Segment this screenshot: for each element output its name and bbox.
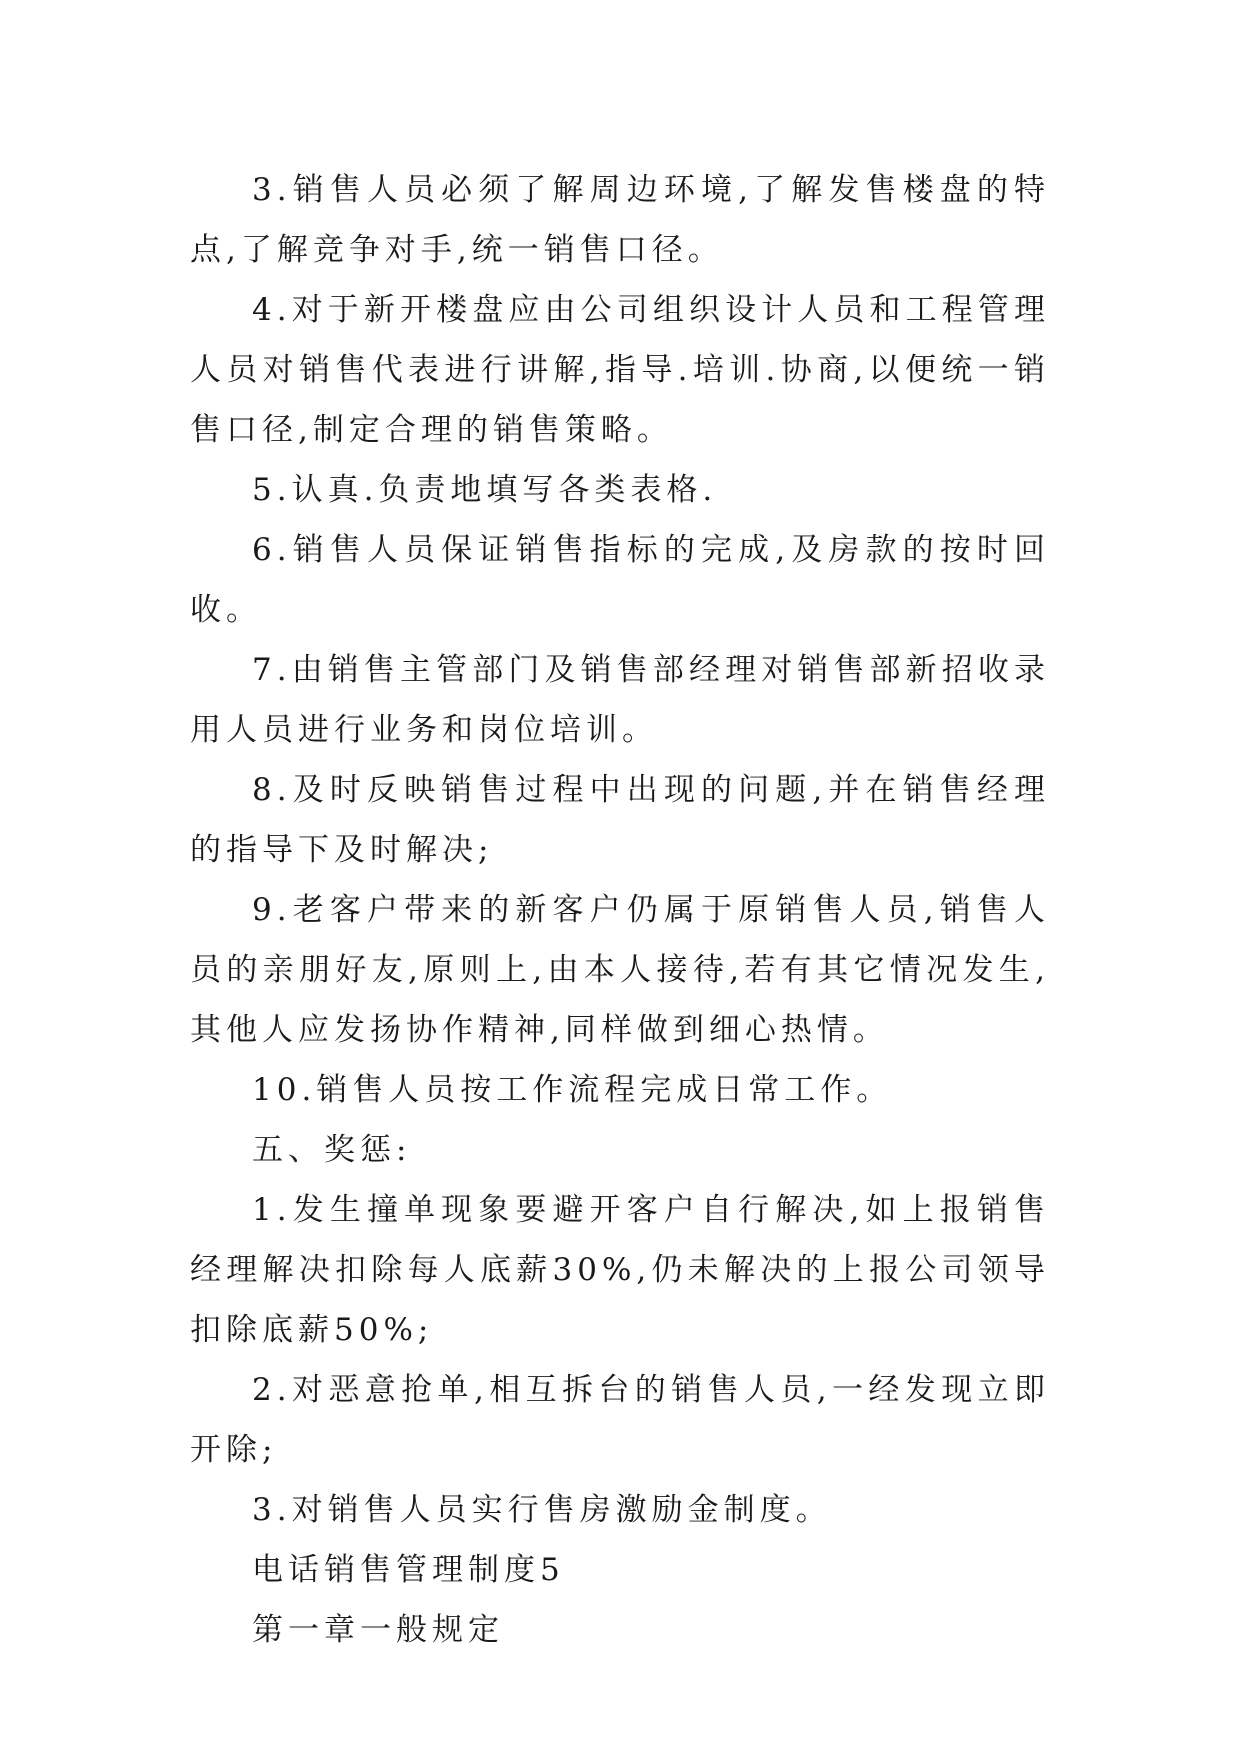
section-heading-rewards: 五、奖惩: (252, 1132, 412, 1168)
chapter-heading: 第一章一般规定 (252, 1612, 504, 1648)
document-body (190, 160, 1050, 1660)
section-title: 电话销售管理制度5 (252, 1552, 565, 1588)
reward-item-3: 3.对销售人员实行售房激励金制度。 (252, 1492, 832, 1528)
paragraph-item-9: 9.老客户带来的新客户仍属于原销售人员,销售人员的亲朋好友,原则上,由本人接待,若有其它情况发生,其他人应发扬协作精神,同样做到细心热情。 (190, 892, 1050, 1048)
paragraph-item-5: 5.认真.负责地填写各类表格. (252, 472, 718, 508)
paragraph-item-4: 4.对于新开楼盘应由公司组织设计人员和工程管理人员对销售代表进行讲解,指导.培训.协商,以便统一销售口径,制定合理的销售策略。 (190, 292, 1050, 448)
paragraph-item-8: 8.及时反映销售过程中出现的问题,并在销售经理的指导下及时解决; (190, 772, 1050, 868)
paragraph-item-3: 3.销售人员必须了解周边环境,了解发售楼盘的特点,了解竞争对手,统一销售口径。 (190, 172, 1050, 268)
paragraph-item-10: 10.销售人员按工作流程完成日常工作。 (252, 1072, 893, 1108)
reward-item-2: 2.对恶意抢单,相互拆台的销售人员,一经发现立即开除; (190, 1372, 1050, 1468)
paragraph-item-7: 7.由销售主管部门及销售部经理对销售部新招收录用人员进行业务和岗位培训。 (190, 652, 1050, 748)
paragraph-item-6: 6.销售人员保证销售指标的完成,及房款的按时回收。 (190, 532, 1050, 628)
reward-item-1: 1.发生撞单现象要避开客户自行解决,如上报销售经理解决扣除每人底薪30%,仍未解决的上报公司领导扣除底薪50%; (190, 1192, 1050, 1348)
